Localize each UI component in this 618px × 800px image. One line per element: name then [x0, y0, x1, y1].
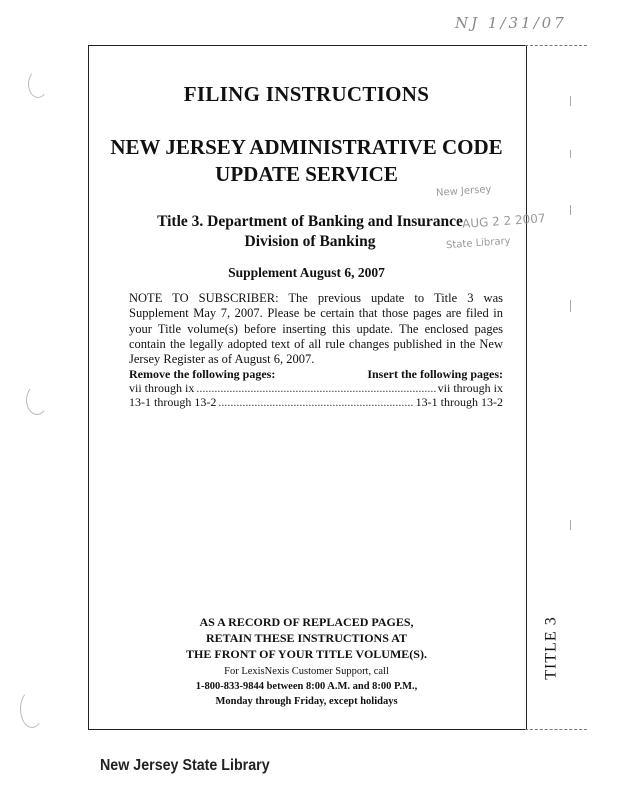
margin-tick	[570, 300, 571, 312]
handwritten-note: NJ 1/31/07	[455, 14, 567, 32]
punch-mark-top	[28, 70, 48, 98]
support-phone: 1-800-833-9844 between 8:00 A.M. and 8:00 P.M.,	[195, 681, 418, 692]
title-block	[120, 212, 500, 252]
margin-tick	[570, 96, 571, 106]
margin-tick	[570, 205, 571, 215]
remove-header: Remove the following pages:	[129, 367, 276, 381]
library-stamp-date: AUG 2 2 2007	[461, 211, 546, 231]
division-line: Division of Banking	[244, 233, 376, 250]
supplement-date: Supplement August 6, 2007	[228, 265, 385, 280]
subheading-line: UPDATE SERVICE	[215, 162, 398, 186]
title-line: Title 3. Department of Banking and Insurance	[157, 213, 463, 230]
heading: FILING INSTRUCTIONS	[183, 82, 430, 106]
margin-tick	[570, 520, 571, 530]
footer-library: New Jersey State Library	[100, 757, 270, 774]
library-stamp-bottom: State Library	[445, 235, 511, 252]
subheading-line: NEW JERSEY ADMINISTRATIVE CODE	[110, 135, 503, 159]
retain-line: THE FRONT OF YOUR TITLE VOLUME(S).	[186, 647, 427, 661]
insert-pages: vii through ix	[437, 381, 503, 395]
leader-dots	[196, 381, 435, 395]
spine-label: TITLE 3	[543, 615, 561, 680]
margin-tick	[570, 150, 571, 158]
insert-header: Insert the following pages:	[367, 367, 503, 381]
subheading	[88, 134, 525, 188]
retain-line: AS A RECORD OF REPLACED PAGES,	[199, 615, 414, 629]
page-list-header	[129, 367, 503, 381]
support-hours: Monday through Friday, except holidays	[215, 696, 398, 707]
punch-mark-bottom	[20, 690, 44, 728]
spine-tab	[532, 605, 572, 690]
page-row	[129, 381, 503, 395]
support-info	[88, 664, 525, 709]
leader-dots	[218, 395, 413, 409]
punch-mark-middle	[26, 385, 48, 415]
remove-pages: 13-1 through 13-2	[129, 395, 217, 409]
page-row	[129, 395, 503, 409]
retain-notice	[88, 614, 525, 662]
retain-line: RETAIN THESE INSTRUCTIONS AT	[205, 631, 408, 645]
remove-pages: vii through ix	[129, 381, 195, 395]
insert-pages: 13-1 through 13-2	[415, 395, 503, 409]
subscriber-note: NOTE TO SUBSCRIBER: The previous update to Title 3 was Supplement May 7, 2007. Please be certain that those pages are filed in your Title volume(s) before inserting this update. The enclosed pages contain the legally adopted text of all rule changes published in the New Jersey Register as of August 6, 2007.	[129, 291, 503, 367]
support-line: For LexisNexis Customer Support, call	[224, 666, 389, 677]
library-stamp-top: New Jersey	[435, 184, 492, 199]
page-list	[129, 367, 503, 409]
